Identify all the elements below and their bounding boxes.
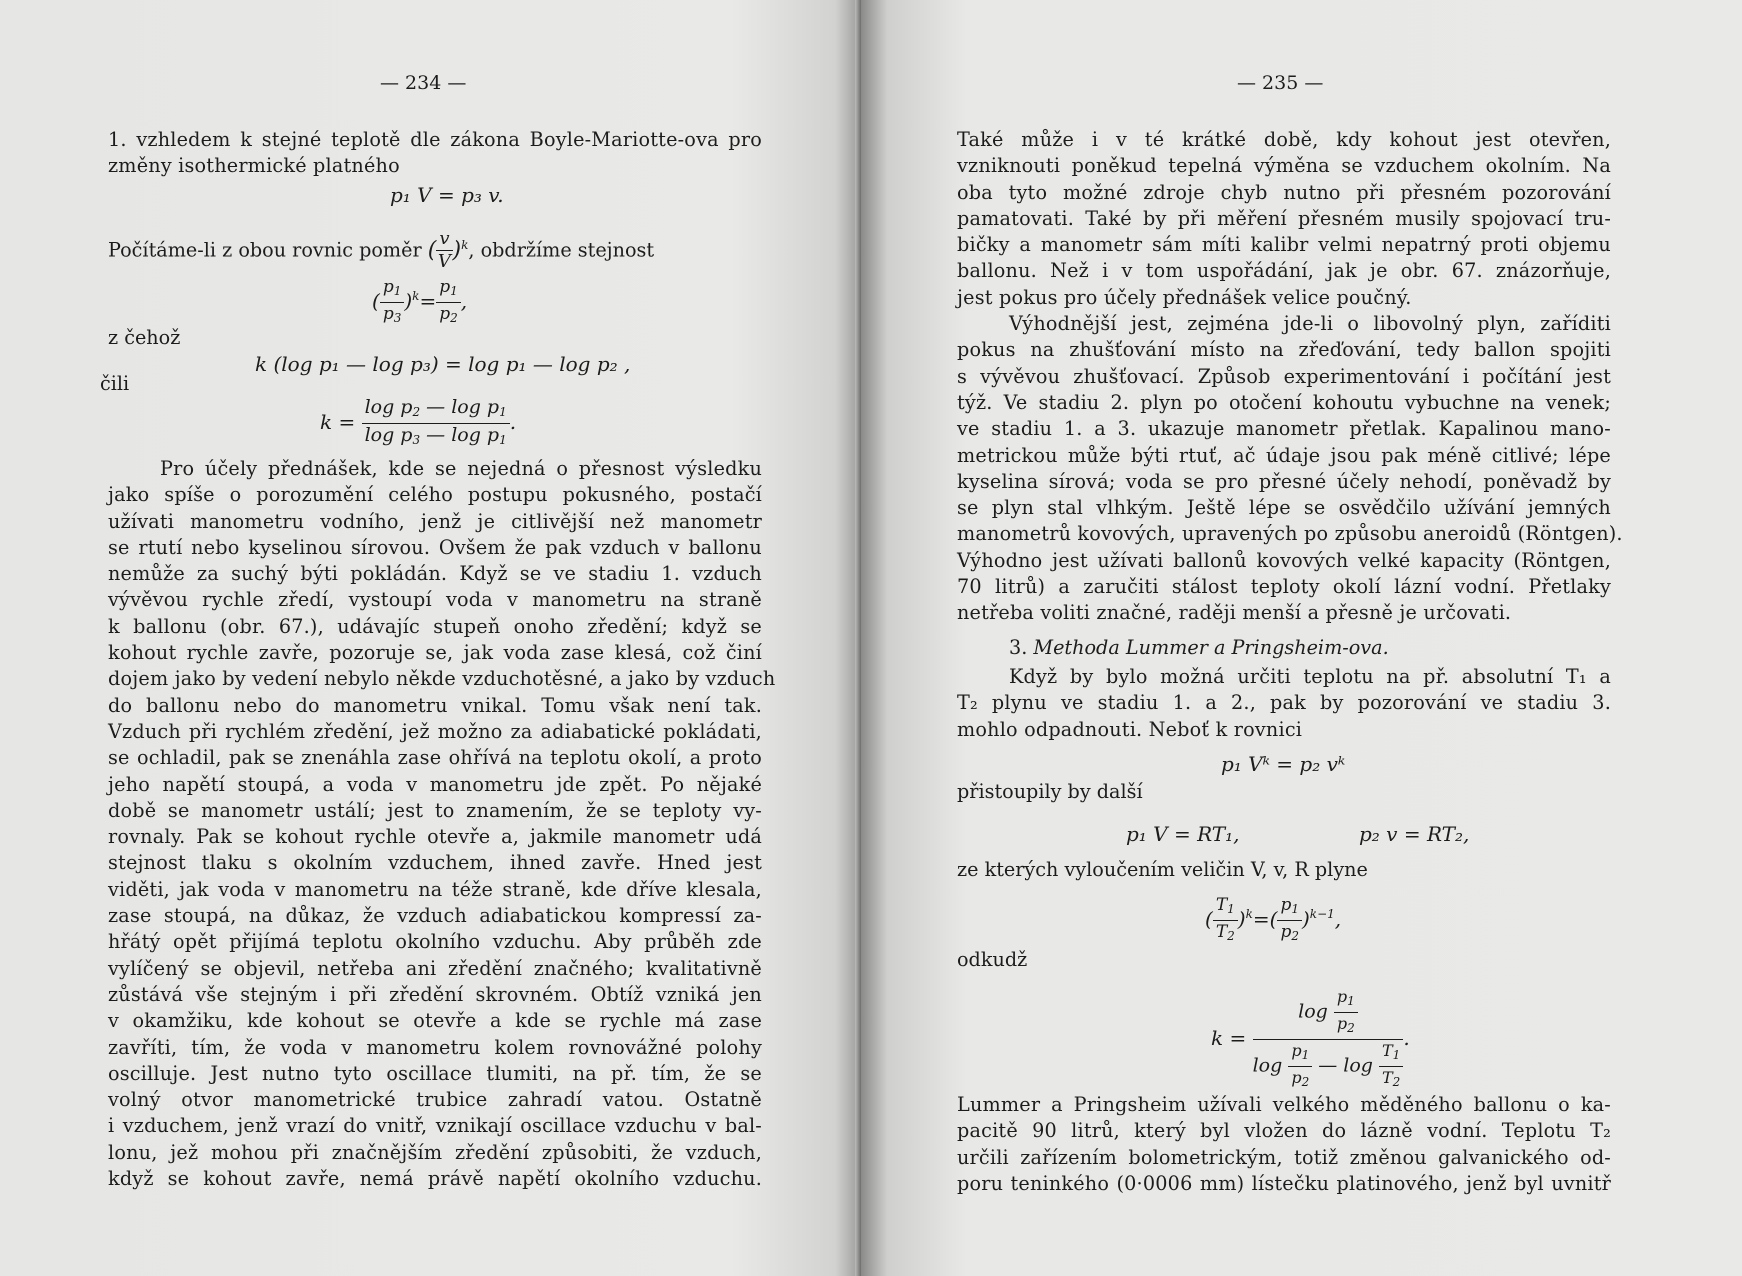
right-paragraph-2 [957, 664, 1611, 743]
text-line: se ochladil, pak se znenáhla zase ohřívá na teplotu okolí, a proto [108, 746, 762, 770]
label-cili: čili [100, 372, 130, 395]
text-line: netřeba voliti značné, raději menší a přesně je určovati. [957, 601, 1512, 625]
text-line: dojem jako by vedení nebylo někde vzduchotěsné, a jako by vzduch [108, 667, 776, 691]
ratio-line: Počítáme-li z obou rovnic poměr ( $\frac{v}{V}$ )$^k$, obdržíme stejnost [108, 228, 655, 272]
text-line: do ballonu nebo do manometru vnikal. Tomu však není tak. [108, 693, 762, 717]
text-line: lonu, jež mohou při značnějším zředění způsobiti, že vzduch, [108, 1140, 762, 1164]
equation-adiabatic: p₁ Vᵏ = p₂ vᵏ [1221, 752, 1346, 776]
equation-gas-1: p₁ V = RT₁, [1126, 822, 1240, 846]
text-line: se plyn stal vlhkým. Ještě lépe se osvědčilo užívání jemných [957, 496, 1611, 520]
text-line: Výhodnější jest, zejména jde-li o libovolný plyn, zaříditi [1009, 312, 1611, 336]
equation-k: k = $\frac{\log p_2 — \log p_1}{\log p_3 — \log p_1}$ . [320, 396, 517, 447]
text-line: v okamžiku, kde kohout se otevře a kde se rychle má zase [108, 1009, 762, 1033]
equation-gas-2: p₂ v = RT₂, [1359, 822, 1470, 846]
equation-k-temperature: k = log $\frac{p_1}{p_2}$ log $\frac{p_1}{p_2}$ — log $\frac{T_1}{T_2}$ . [1211, 987, 1410, 1089]
text-line: viděti, jak voda v manometru na téže straně, kde dříve klesala, [108, 877, 762, 901]
text-line: oscilluje. Jest nutno tyto oscillace tlumiti, na př. tím, že se [108, 1061, 762, 1085]
text-line: 1. vzhledem k stejné teplotě dle zákona Boyle-Mariotte-ova pro [108, 128, 762, 151]
text-line: vývěvou rychle zředí, vystoupí voda v manometru na straně [108, 588, 762, 612]
text-line: Výhodno jest užívati ballonů kovových velké kapacity (Röntgen, [957, 548, 1611, 572]
text-line: Vzduch při rychlém zředění, jež možno za adiabatické pokládati, [108, 719, 762, 743]
text-line: Když by bylo možná určiti teplotu na př. absolutní T₁ a [1009, 665, 1611, 688]
text-line: i vzduchem, jenž vrazí do vnitř, vznikají oscillace vzduchu v bal- [108, 1114, 762, 1138]
text-line: hřátý opět přijímá teplotu okolního vzduchu. Aby průběh zde [108, 930, 762, 954]
text-line: bičky a manometr sám míti kalibr velmi nepatrný proti objemu [957, 233, 1611, 257]
equation-log: k (log p₁ — log p₃) = log p₁ — log p₂ , [255, 352, 631, 376]
label-odkudz: odkudž [957, 948, 1028, 971]
text-line: Také může i v té krátké době, kdy kohout jest otevřen, [957, 128, 1611, 151]
text-line: Lummer a Pringsheim užívali velkého měděného ballonu o ka- [957, 1093, 1611, 1116]
text-line: s vývěvou zhušťovací. Způsob experimentování i počítání jest [957, 364, 1611, 388]
text-line: když se kohout zavře, nemá právě napětí okolního vzduchu. [108, 1167, 762, 1191]
text-ze-kterych: ze kterých vyloučením veličin V, v, R plyne [957, 858, 1368, 881]
text-line: stejnost tlaku s okolním vzduchem, ihned zavře. Hned jest [108, 851, 762, 875]
text-line: pokus na zhušťování místo na zřeďování, tedy ballon spojiti [957, 338, 1611, 362]
text-line: se rtutí nebo kyselinou sírovou. Ovšem že pak vzduch v ballonu [108, 535, 762, 559]
text-line: pamatovati. Také by při měření přesném musily spojovací tru- [957, 206, 1611, 230]
text-line: jeho napětí stoupá, a voda v manometru jde zpět. Po nějaké [108, 772, 762, 796]
text-line: zavříti, tím, že voda v manometru kolem rovnovážné polohy [108, 1035, 762, 1059]
text-pristoupily: přistoupily by další [957, 780, 1143, 803]
ratio-formula: ( $\frac{v}{V}$ )$^k$ [427, 228, 469, 272]
text-line: ballonu. Než i v tom uspořádání, jak je obr. 67. znázorňuje, [957, 259, 1611, 283]
text-line: užívati manometru vodního, jenž je citlivější než manometr [108, 509, 762, 533]
equation-boyle: p₁ V = p₃ v. [390, 183, 504, 207]
text-line: manometrů kovových, upravených po způsobu aneroidů (Röntgen). [957, 522, 1623, 546]
page-number-left: — 234 — [380, 72, 467, 94]
text-line: volný otvor manometrické trubice zahradí vatou. Ostatně [108, 1088, 762, 1112]
page-number-right: — 235 — [1237, 72, 1324, 94]
text-line: metrickou může býti rtuť, ač údaje jsou pak méně citlivé; lépe [957, 443, 1611, 467]
text-line: jako spíše o porozumění celého postupu pokusného, postačí [108, 483, 762, 507]
text-line: oba tyto možné zdroje chyb nutno při přesném pozorování [957, 180, 1611, 204]
text-line: kohout rychle zavře, pozoruje se, jak voda zase klesá, což činí [108, 641, 762, 665]
text-line: rovnaly. Pak se kohout rychle otevře a, jakmile manometr udá [108, 825, 762, 849]
left-intro [108, 127, 762, 180]
text-line: době se manometr ustálí; jest to znamením, že se teploty vy- [108, 798, 762, 822]
text-line: pacitě 90 litrů, který byl vložen do lázně vodní. Teplotu T₂ [957, 1119, 1611, 1143]
equation-temperature-ratio: ( $\frac{T_1}{T_2}$ )$^k$=( $\frac{p_1}{p_2}$ )$^{k-1}$, [1205, 895, 1342, 943]
text-line: kyselina sírová; voda se pro přesné účely nehodí, poněvadž by [957, 469, 1611, 493]
text-line: jest pokus pro účely přednášek velice poučný. [957, 285, 1412, 309]
text-line: poru teninkého (0·0006 mm) lístečku platinového, jenž byl uvnitř [957, 1171, 1611, 1195]
right-paragraph-1 [957, 127, 1623, 627]
text-line: zůstává vše stejným i při zředění skrovném. Obtíž vzniká jen [108, 982, 762, 1006]
text-line: týž. Ve stadiu 2. plyn po otočení kohoutu vybuchne na venek; [957, 390, 1611, 414]
equation-ratio: ( $\frac{p_1}{p_3}$ )$^k$= $\frac{p_1}{p_2}$ , [372, 277, 468, 325]
text-line: T₂ plynu ve stadiu 1. a 2., pak by pozorování ve stadiu 3. [957, 691, 1611, 715]
text-line: vzniknouti poněkud tepelná výměna se vzduchem okolním. Na [957, 154, 1611, 178]
text-line: ve stadiu 1. a 3. ukazuje manometr přetlak. Kapalinou mano- [957, 417, 1611, 441]
right-paragraph-3 [957, 1092, 1611, 1197]
right-page [861, 0, 1742, 1276]
text-line: vylíčený se objevil, netřeba ani zředění značného; kvalitativně [108, 956, 762, 980]
text-line: mohlo odpadnouti. Neboť k rovnici [957, 717, 1303, 741]
text-line: zase stoupá, na důkaz, že vzduch adiabatickou kompressí za- [108, 904, 762, 928]
text-line: Pro účely přednášek, kde se nejedná o přesnost výsledku [160, 457, 762, 480]
text-line: změny isothermické platného [108, 154, 400, 178]
label-z-cehoz: z čehož [108, 326, 181, 349]
section-heading: 3. Methoda Lummer a Pringsheim-ova. [1009, 636, 1389, 659]
text-line: určili zařízením bolometrickým, totiž změnou galvanického od- [957, 1145, 1611, 1169]
left-paragraph [108, 456, 776, 1192]
left-page [0, 0, 861, 1276]
text-line: 70 litrů) a zaručiti stálost teploty okolí lázní vodní. Přetlaky [957, 575, 1611, 599]
text-line: nemůže za suchý býti pokládán. Když se ve stadiu 1. vzduch [108, 562, 762, 586]
text-line: k ballonu (obr. 67.), udávajíc stupeň onoho zředění; když se [108, 614, 762, 638]
